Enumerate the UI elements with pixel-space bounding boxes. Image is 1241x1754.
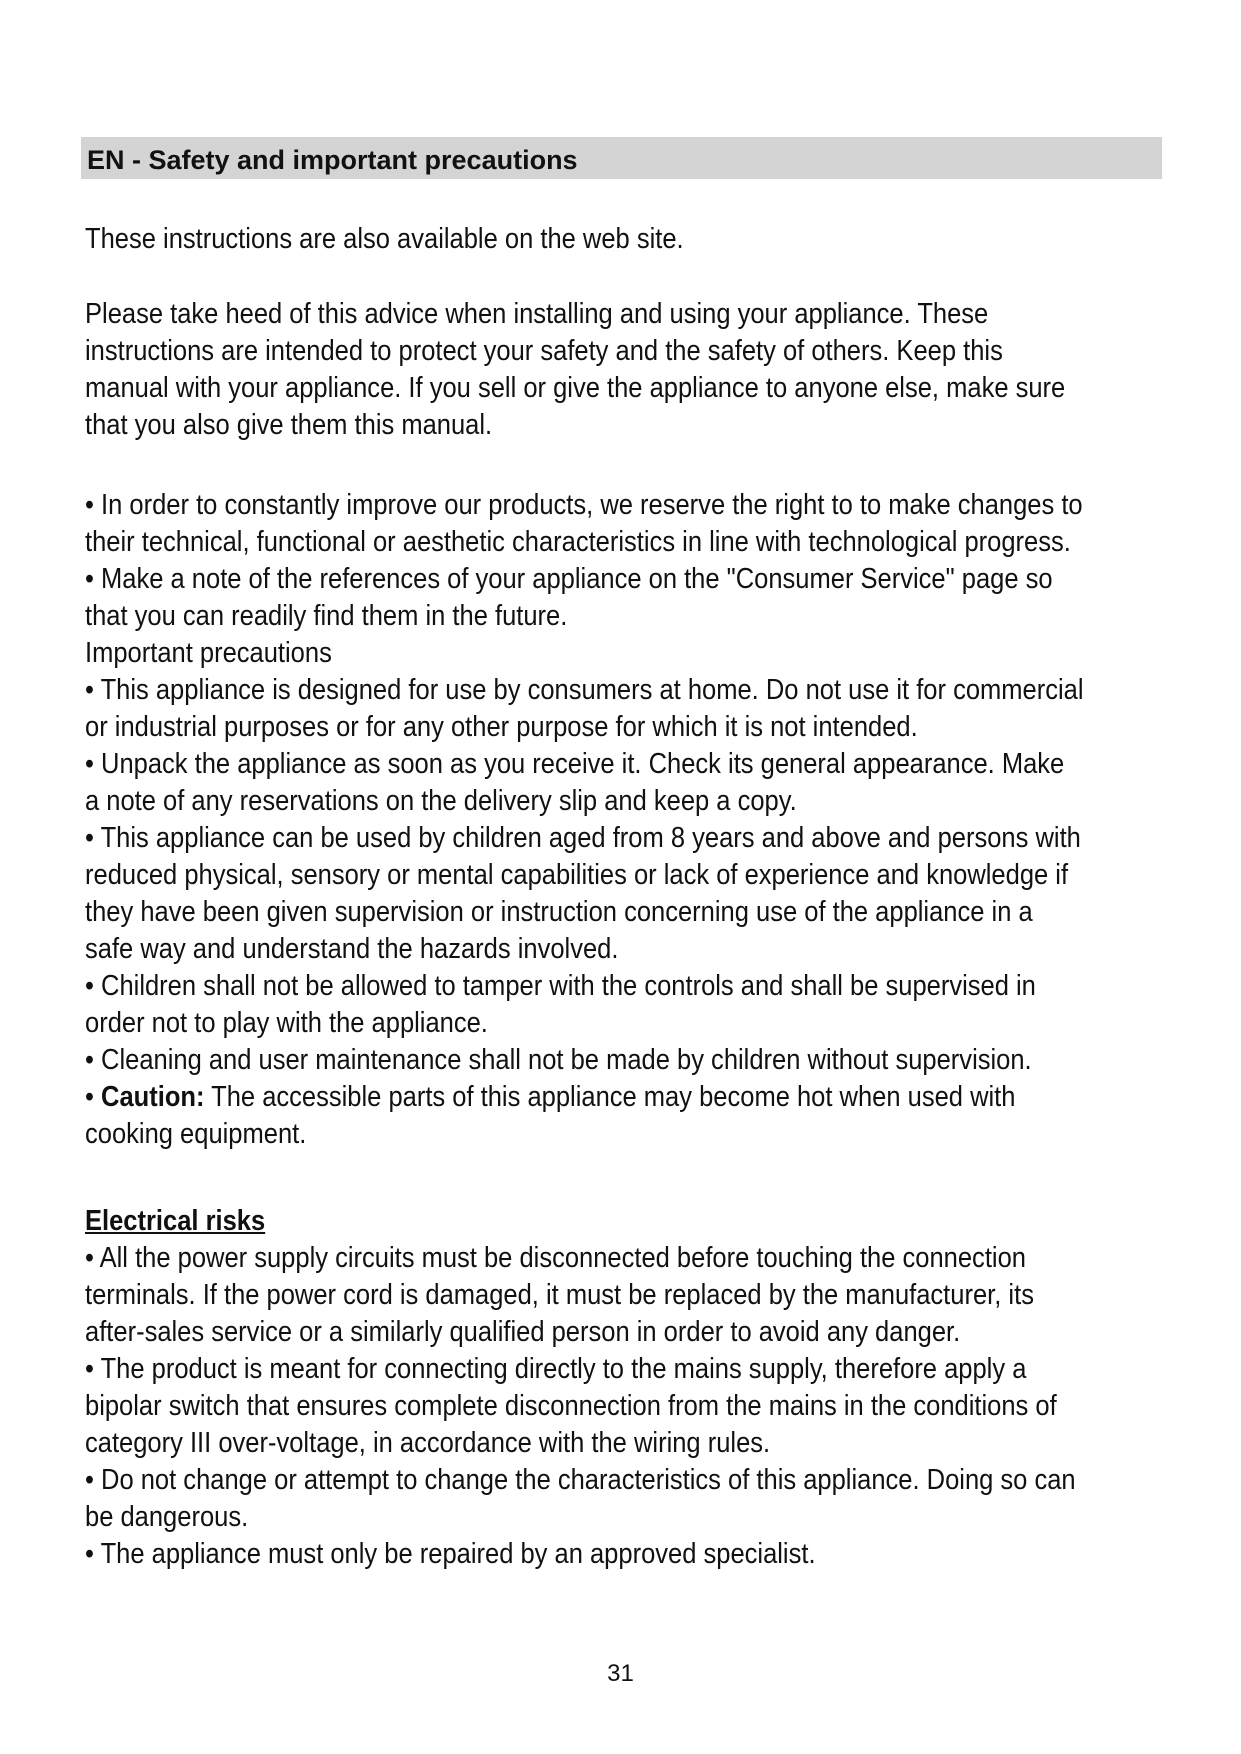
electrical-line: bipolar switch that ensures complete disconnection from the mains in the conditions of [85,1390,1057,1422]
caution-line-2: cooking equipment. [85,1118,307,1150]
precaution-line: • This appliance can be used by children aged from 8 years and above and persons with [85,822,1081,854]
electrical-risks-section [85,1203,1172,1573]
precaution-line: that you can readily find them in the future. [85,600,568,632]
web-note-line: These instructions are also available on the web site. [85,223,684,255]
page-number: 31 [607,1660,634,1687]
precaution-line: a note of any reservations on the delivery slip and keep a copy. [85,785,797,817]
precaution-line: • In order to constantly improve our products, we reserve the right to to make changes to [85,489,1083,521]
caution-label: Caution: [101,1081,205,1113]
advice-line: that you also give them this manual. [85,409,493,441]
electrical-line: after-sales service or a similarly qualified person in order to avoid any danger. [85,1316,961,1348]
electrical-line: terminals. If the power cord is damaged, it must be replaced by the manufacturer, its [85,1279,1034,1311]
precaution-line: order not to play with the appliance. [85,1007,488,1039]
electrical-line: • The appliance must only be repaired by an approved specialist. [85,1538,816,1570]
advice-line: manual with your appliance. If you sell or give the appliance to anyone else, make sure [85,372,1066,404]
precaution-line: • Make a note of the references of your appliance on the "Consumer Service" page so [85,563,1053,595]
precaution-line: they have been given supervision or instruction concerning use of the appliance in a [85,896,1033,928]
caution-text: The accessible parts of this appliance may become hot when used with [204,1081,1016,1113]
important-precautions-heading: Important precautions [85,637,332,669]
precaution-line: • Cleaning and user maintenance shall not be made by children without supervision. [85,1044,1032,1076]
electrical-line: • Do not change or attempt to change the characteristics of this appliance. Doing so can [85,1464,1076,1496]
precaution-line: • Children shall not be allowed to tamper with the controls and shall be supervised in [85,970,1036,1002]
precaution-line: or industrial purposes or for any other purpose for which it is not intended. [85,711,918,743]
electrical-line: • The product is meant for connecting directly to the mains supply, therefore apply a [85,1353,1027,1385]
web-note [85,221,1172,258]
electrical-line: be dangerous. [85,1501,249,1533]
precaution-line: • Unpack the appliance as soon as you receive it. Check its general appearance. Make [85,748,1065,780]
caution-line [85,1079,1172,1116]
advice-paragraph [85,296,1172,444]
general-precautions [85,487,1172,1153]
precaution-line: reduced physical, sensory or mental capabilities or lack of experience and knowledge if [85,859,1069,891]
page-title: EN - Safety and important precautions [87,145,578,175]
advice-line: Please take heed of this advice when installing and using your appliance. These [85,298,989,330]
electrical-line: category III over-voltage, in accordance with the wiring rules. [85,1427,771,1459]
caution-bullet: • [85,1081,102,1113]
precaution-line: • This appliance is designed for use by consumers at home. Do not use it for commercial [85,674,1084,706]
electrical-risks-title: Electrical risks [85,1205,266,1237]
precaution-line: their technical, functional or aesthetic characteristics in line with technological progress. [85,526,1071,558]
section-header-bar [81,137,1162,179]
electrical-line: • All the power supply circuits must be disconnected before touching the connection [85,1242,1026,1274]
precaution-line: safe way and understand the hazards involved. [85,933,619,965]
advice-line: instructions are intended to protect your safety and the safety of others. Keep this [85,335,1003,367]
